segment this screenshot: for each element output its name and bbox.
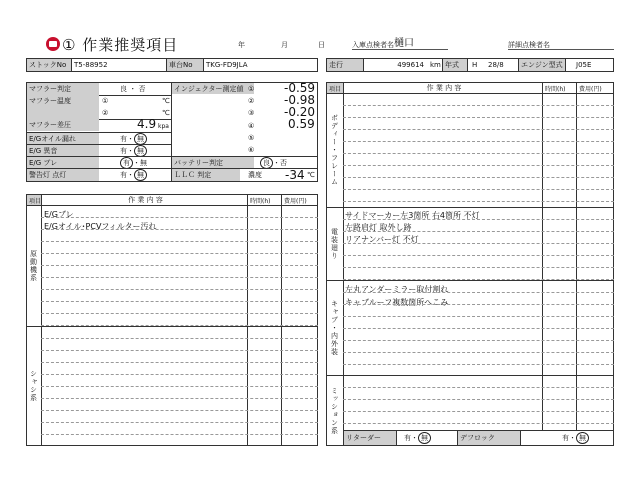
ruled-line	[343, 105, 614, 106]
muffler-diff-unit: kpa	[158, 122, 169, 130]
inspector-label: 入庫点検者名	[352, 41, 394, 49]
ruled-line	[343, 399, 614, 400]
ruled-line	[343, 219, 614, 220]
inj-v4: 0.59	[288, 117, 315, 131]
right-h-item: 項目	[327, 83, 343, 93]
ruled-line	[343, 189, 614, 190]
ruled-line	[41, 434, 318, 435]
engine-label: エンジン型式	[519, 59, 565, 71]
left-note-2: E/Gオイル･PCVフィルター汚れ	[44, 222, 157, 231]
ruled-line	[41, 265, 318, 266]
engine-value: J05E	[576, 61, 592, 69]
ruled-line	[343, 117, 614, 118]
inj-v2: -0.98	[284, 93, 316, 107]
ruled-line	[41, 229, 318, 230]
mileage-value: 499614	[397, 61, 424, 69]
ruled-line	[343, 364, 614, 365]
ruled-line	[41, 301, 318, 302]
right-section-body: ボディー・フレーム	[330, 114, 339, 186]
era-label: H	[472, 61, 478, 69]
ruled-line	[41, 217, 318, 218]
inj-v3: -0.20	[284, 105, 316, 119]
inj-n1: ①	[248, 84, 255, 93]
ruled-line	[343, 231, 614, 232]
ruled-line	[343, 129, 614, 130]
noise-options: 有 ・ 無	[118, 145, 170, 156]
left-section-chassis: シャシ系	[29, 370, 38, 402]
difflock-label: デフロック	[458, 431, 520, 445]
shake-label: E/G ブレ	[27, 157, 99, 168]
muffler-diff-value: 4.9	[137, 117, 157, 131]
left-h-work: 作 業 内 容	[128, 196, 163, 204]
ruled-line	[41, 325, 318, 326]
right-note-elec-1: サイドマーカー左3箇所 右4箇所 不灯	[345, 211, 480, 220]
right-h-time: 時間(h)	[545, 85, 566, 93]
ruled-line	[343, 177, 614, 178]
retarder-options: 有 ・ 無	[402, 431, 452, 445]
muffler-diff-label: マフラー差圧	[27, 119, 99, 131]
right-work-table	[326, 82, 614, 446]
chassis-label: 車台No	[167, 59, 203, 71]
month-label: 月	[281, 41, 288, 49]
llc-label: ＬＬＣ 判定	[172, 169, 240, 181]
ruled-line	[41, 277, 318, 278]
right-section-cab: キャブ・内外装	[330, 299, 339, 356]
battery-label: バッテリー判定	[172, 157, 254, 168]
left-note-1: E/Gブレ	[44, 210, 74, 219]
ruled-line	[343, 279, 614, 280]
inj-v1: -0.59	[284, 81, 316, 95]
retarder-no-circled: 無	[418, 432, 431, 444]
model-year-value: 28/8	[488, 61, 504, 69]
difflock-no-circled: 無	[576, 432, 589, 444]
right-section-electrical: 電装廻り	[330, 227, 339, 260]
ruled-line	[41, 410, 318, 411]
ruled-line	[343, 255, 614, 256]
oil-leak-label: E/Gオイル漏れ	[27, 133, 99, 144]
brand-logo-icon	[46, 37, 60, 51]
ruled-line	[41, 338, 318, 339]
muffler-judge-options: 良 ・ 否	[120, 85, 146, 93]
inj-n6: ⑥	[248, 145, 255, 154]
ruled-line	[343, 292, 614, 293]
mileage-unit: km	[430, 61, 441, 69]
left-h-time: 時間(h)	[250, 197, 271, 205]
conc-label: 濃度	[248, 171, 262, 179]
detail-inspector-label: 詳細点検者名	[508, 41, 550, 49]
ruled-line	[41, 289, 318, 290]
warning-lamp-label: 警告灯 点灯	[27, 169, 99, 181]
year-label: 年	[238, 41, 245, 49]
ruled-line	[41, 253, 318, 254]
muffler-temp-unit2: ℃	[162, 109, 170, 117]
ruled-line	[41, 374, 318, 375]
mileage-label: 走行	[327, 59, 363, 71]
ruled-line	[343, 411, 614, 412]
muffler-temp-n1: ①	[102, 97, 109, 105]
ruled-line	[343, 328, 614, 329]
retarder-label: リターダー	[344, 431, 396, 445]
stock-value: T5-88952	[74, 61, 108, 69]
muffler-temp-label: マフラー温度	[27, 95, 99, 107]
shake-options: 有 ・ 無	[118, 157, 170, 168]
ruled-line	[343, 387, 614, 388]
inj-n4: ④	[248, 121, 255, 130]
noise-no-circled: 無	[134, 145, 147, 156]
muffler-temp-spacer	[27, 107, 99, 119]
right-section-transmission: ミッション系	[330, 386, 339, 435]
ruled-line	[343, 340, 614, 341]
ruled-line	[343, 267, 614, 268]
ruled-line	[343, 352, 614, 353]
battery-options: 良 ・ 否	[258, 157, 314, 168]
ruled-line	[343, 141, 614, 142]
detail-inspector-field	[508, 40, 614, 50]
left-h-cost: 費用(円)	[284, 197, 307, 205]
difflock-options: 有 ・ 無	[560, 431, 610, 445]
ruled-line	[343, 316, 614, 317]
inj-n5: ⑤	[248, 133, 255, 142]
shake-yes-circled: 有	[120, 157, 133, 168]
ruled-line	[41, 386, 318, 387]
page-title: ① 作業推奨項目	[62, 36, 179, 54]
day-label: 日	[318, 41, 325, 49]
right-note-cab-1: 左丸アンダーミラー取付割れ	[345, 285, 449, 294]
right-note-elec-3: リアナンバー灯 不灯	[345, 235, 419, 244]
muffler-temp-unit1: ℃	[162, 97, 170, 105]
ruled-line	[41, 350, 318, 351]
model-year-label: 年式	[443, 59, 467, 71]
muffler-temp-n2: ②	[102, 109, 109, 117]
right-note-elec-2: 左路肩灯 取外し跡	[345, 223, 412, 232]
ruled-line	[343, 153, 614, 154]
conc-unit: ℃	[307, 171, 315, 179]
inj-n2: ②	[248, 96, 255, 105]
battery-good-circled: 良	[260, 157, 273, 168]
noise-label: E/G 異音	[27, 145, 99, 156]
ruled-line	[343, 423, 614, 424]
ruled-line	[343, 304, 614, 305]
stock-label: ストックNo	[27, 59, 71, 71]
oil-leak-options: 有 ・ 無	[118, 133, 170, 144]
right-h-work: 作 業 内 容	[426, 84, 462, 92]
warning-lamp-no-circled: 無	[134, 169, 147, 181]
injector-label: インジェクター測定値	[172, 83, 254, 94]
ruled-line	[343, 243, 614, 244]
left-section-engine: 原動機系	[29, 249, 38, 282]
muffler-judge-label: マフラー判定	[27, 83, 99, 95]
chassis-value: TKG-FD9JLA	[206, 61, 248, 69]
right-h-cost: 費用(円)	[579, 85, 602, 93]
ruled-line	[41, 398, 318, 399]
ruled-line	[41, 313, 318, 314]
right-note-cab-2: キャブルーフ複数箇所へこみ	[345, 298, 449, 307]
left-h-item: 項目	[27, 195, 41, 205]
inspector-value: 樋口	[394, 38, 414, 49]
inj-n3: ③	[248, 108, 255, 117]
ruled-line	[41, 422, 318, 423]
oil-leak-no-circled: 無	[134, 133, 147, 144]
ruled-line	[41, 241, 318, 242]
warning-lamp-options: 有 ・ 無	[118, 169, 170, 181]
ruled-line	[343, 201, 614, 202]
ruled-line	[41, 362, 318, 363]
ruled-line	[343, 165, 614, 166]
conc-value: -34	[285, 168, 305, 182]
